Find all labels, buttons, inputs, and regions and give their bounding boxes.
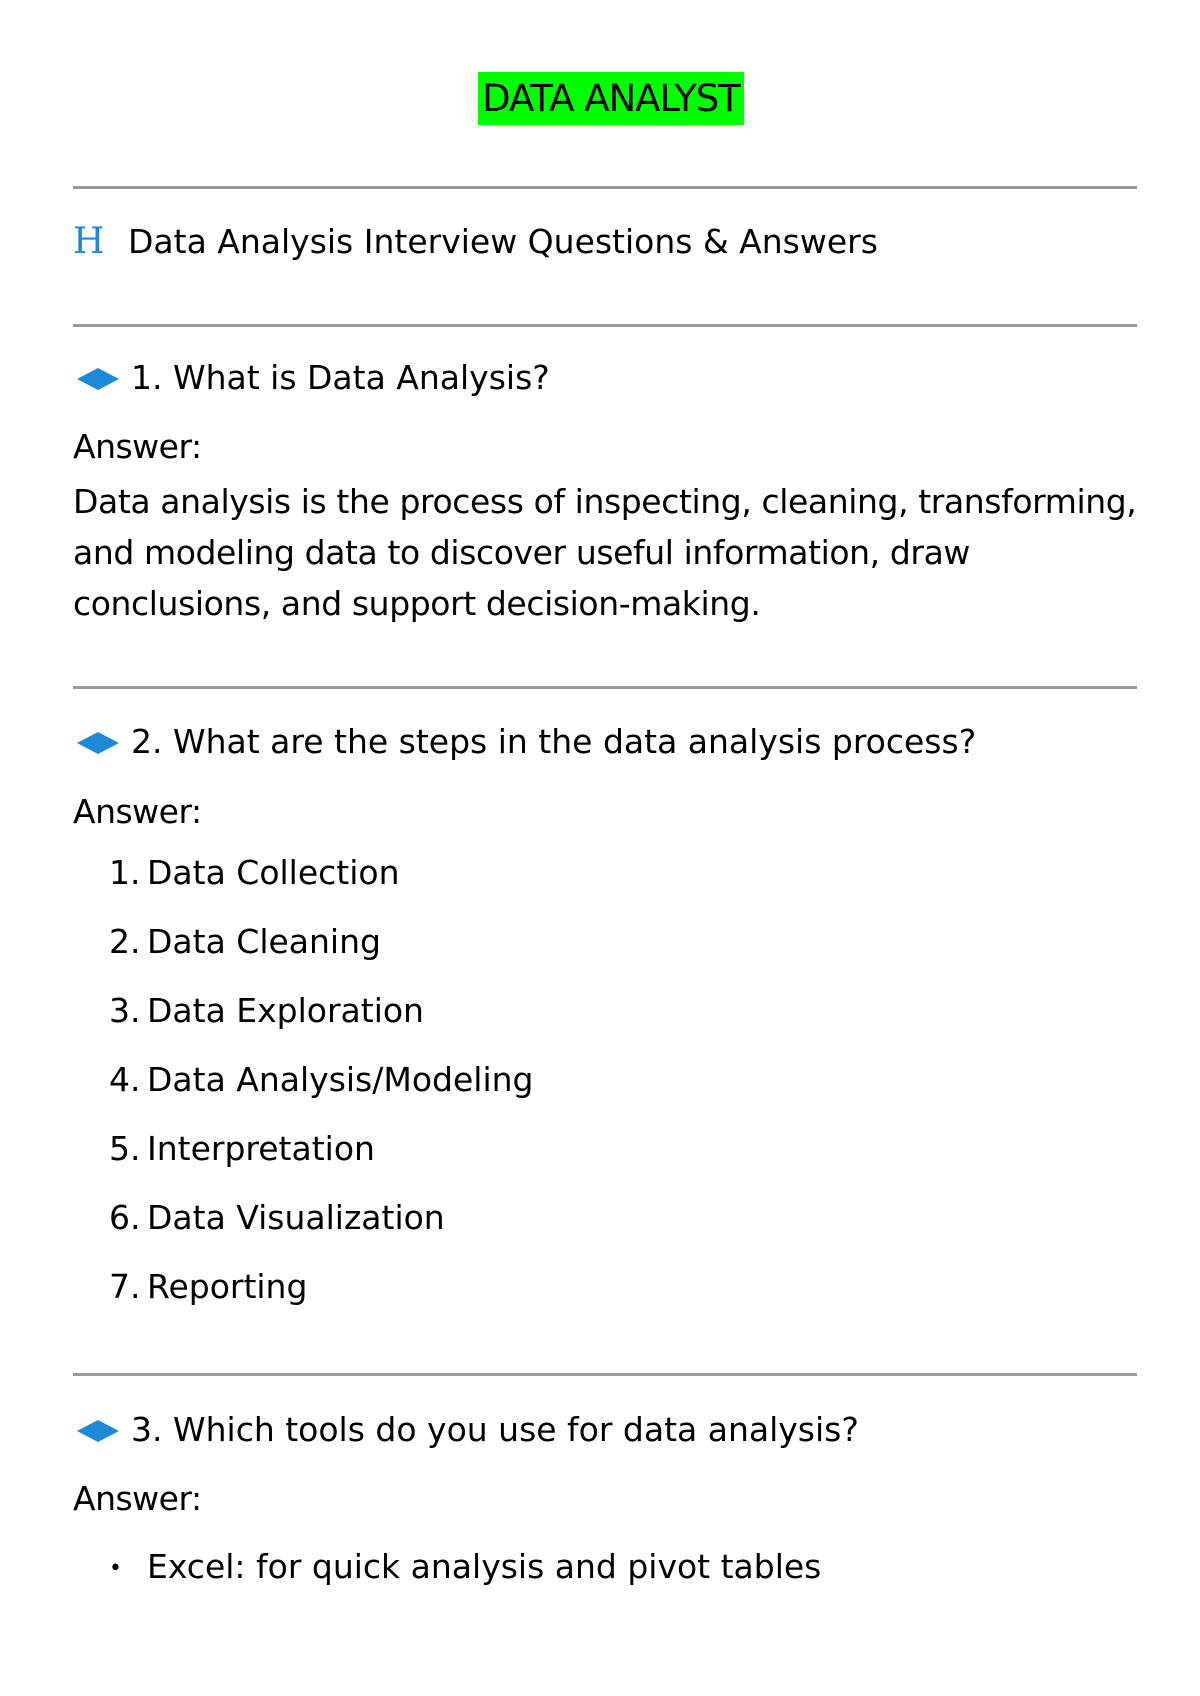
main-heading	[73, 222, 878, 262]
title-wrap	[73, 72, 1137, 125]
question-2-answer-label: Answer:	[73, 792, 202, 831]
blue-diamond-icon	[73, 722, 131, 762]
list-item: • Excel: for quick analysis and pivot tables	[109, 1547, 821, 1589]
list-item: 7. Reporting	[109, 1267, 308, 1306]
answer-line: Data analysis is the process of inspecting, cleaning, transforming,	[73, 482, 1137, 521]
blue-diamond-icon	[73, 358, 131, 398]
divider	[73, 1373, 1137, 1376]
main-heading-text: Data Analysis Interview Questions & Answers	[128, 222, 878, 261]
divider	[73, 686, 1137, 689]
answer-line: and modeling data to discover useful information, draw	[73, 533, 970, 572]
steps-list	[109, 853, 533, 1336]
document-title: DATA ANALYST	[478, 72, 744, 125]
tools-list	[109, 1547, 821, 1589]
divider	[73, 186, 1137, 189]
list-item: 3. Data Exploration	[109, 991, 424, 1030]
list-item: 6. Data Visualization	[109, 1198, 445, 1237]
blue-diamond-icon	[73, 1410, 131, 1450]
question-3-text: 3. Which tools do you use for data analysis?	[131, 1410, 859, 1449]
answer-line: conclusions, and support decision-making.	[73, 584, 761, 623]
question-2-heading	[73, 722, 976, 762]
list-item: 1. Data Collection	[109, 853, 400, 892]
list-item: 2. Data Cleaning	[109, 922, 381, 961]
question-3-heading	[73, 1410, 859, 1450]
list-item: 4. Data Analysis/Modeling	[109, 1060, 534, 1099]
question-1-answer-text	[73, 476, 1137, 629]
heading-h-icon: H	[73, 221, 105, 262]
question-2-text: 2. What are the steps in the data analysis process?	[131, 722, 977, 761]
list-item: 5. Interpretation	[109, 1129, 375, 1168]
bullet-icon: •	[109, 1555, 122, 1581]
question-1-heading	[73, 358, 550, 398]
question-3-answer-label: Answer:	[73, 1479, 202, 1518]
question-1-answer-label: Answer:	[73, 427, 202, 466]
divider	[73, 324, 1137, 327]
question-1-text: 1. What is Data Analysis?	[131, 358, 550, 397]
